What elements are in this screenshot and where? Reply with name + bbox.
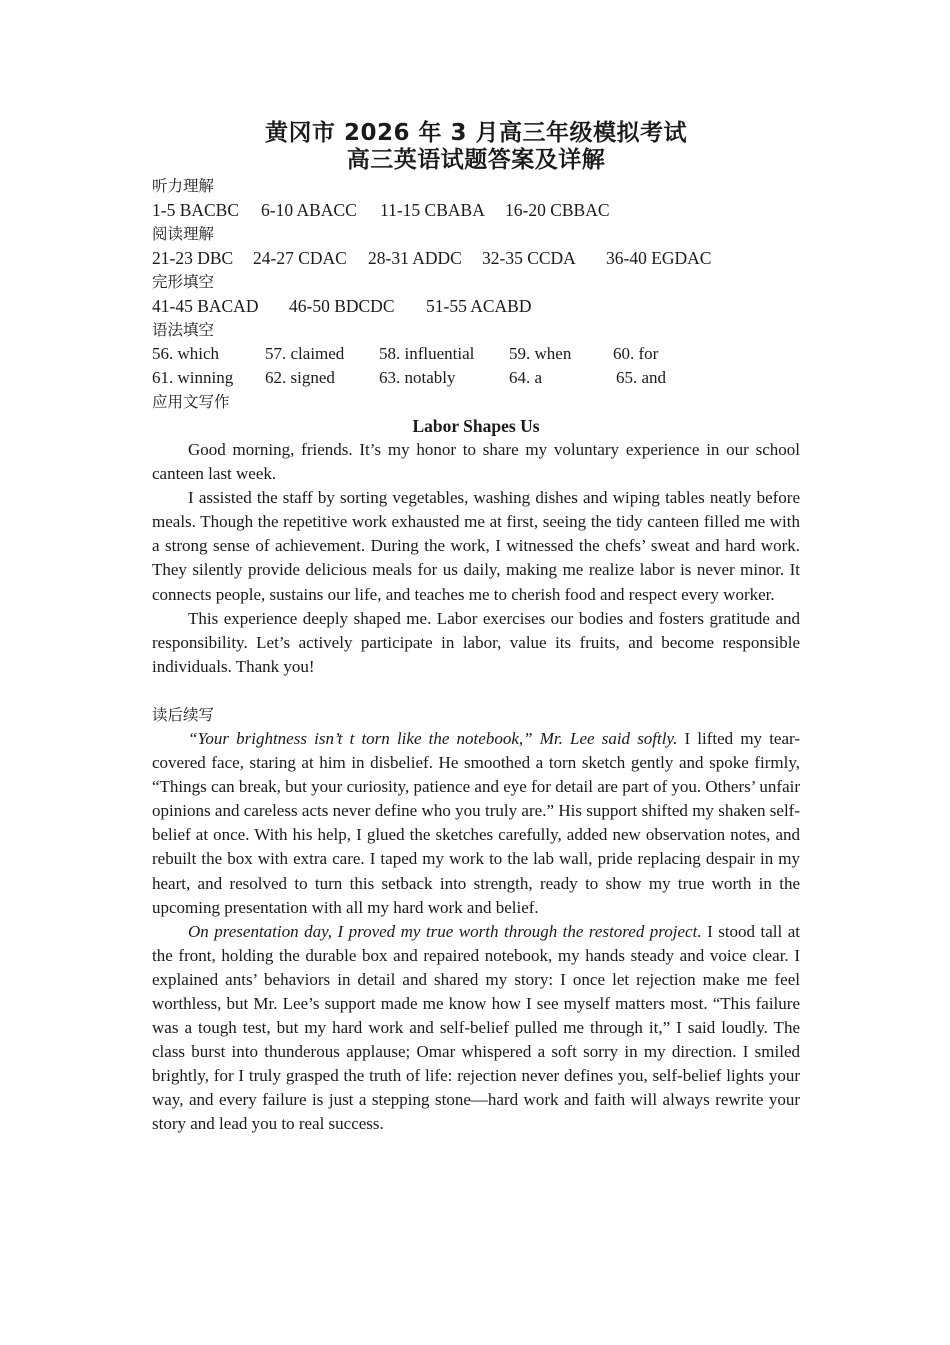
paragraph-body: I stood tall at the front, holding the durable box and repaired notebook, my hands steady and voice clear. I explained ants’ behaviors in detail and shared my story: I once let rejection make me feel worthless, but Mr. Lee’s support made me know how I see myself matters most. “This failure was a tough test, but my hard work and self-belief pulled me through it,” I said loudly. The class burst into thunderous applause; Omar whispered a soft sorry in my direction. I smiled brightly, for I truly grasped the truth of life: rejection never defines you, self-belief lights your way, and every failure is just a stepping stone—hard work and faith will always rewrite your story and lead you to real success. <box>152 921 801 1134</box>
answer-group: 1-5 BACBC <box>152 200 240 220</box>
answer-sheet <box>152 118 800 1137</box>
answer-group: 16-20 CBBAC <box>505 200 610 220</box>
essay-paragraph-1: Good morning, friends. It’s my honor to share my voluntary experience in our school canteen last week. <box>152 440 800 484</box>
answer-group: 21-23 DBC <box>152 248 234 268</box>
paragraph-lead-sentence: On presentation day, I proved my true worth through the restored project. <box>188 921 702 941</box>
section-label-listening: 听力理解 <box>152 177 215 195</box>
answers-cloze <box>152 294 800 318</box>
grammar-answer: 56. which <box>152 344 220 363</box>
essay-paragraph-3: This experience deeply shaped me. Labor exercises our bodies and fosters gratitude and responsibility. Let’s actively participate in labor, value its fruits, and become responsible individuals. Thank you! <box>152 608 800 676</box>
answers-listening <box>152 198 800 222</box>
grammar-answer: 63. notably <box>379 368 456 387</box>
grammar-answer: 57. claimed <box>265 344 345 363</box>
answers-grammar-row-2 <box>152 366 800 390</box>
answer-group: 46-50 BDCDC <box>289 296 395 316</box>
answers-reading <box>152 246 800 270</box>
answer-group: 24-27 CDAC <box>253 248 347 268</box>
essay-paragraph-2: I assisted the staff by sorting vegetables, washing dishes and wiping tables neatly before meals. Though the repetitive work exhausted me at first, seeing the tidy canteen filled me with a strong sense of achievement. During the work, I witnessed the chefs’ sweat and hard work. They silently provide delicious meals for us daily, making me realize labor is never minor. It connects people, sustains our life, and teaches me to cherish food and respect every worker. <box>152 488 800 604</box>
section-label-writing: 应用文写作 <box>152 393 230 411</box>
section-spacer <box>152 679 800 703</box>
section-label-reading: 阅读理解 <box>152 225 215 243</box>
answer-group: 11-15 CBABA <box>380 200 485 220</box>
essay-title: Labor Shapes Us <box>412 416 540 436</box>
grammar-answer: 64. a <box>509 368 543 387</box>
grammar-answer: 62. signed <box>265 368 335 387</box>
answer-group: 36-40 EGDAC <box>606 248 712 268</box>
section-label-cloze: 完形填空 <box>152 273 215 291</box>
answer-group: 32-35 CCDA <box>482 248 576 268</box>
paragraph-lead-sentence: “Your brightness isn’t t torn like the notebook,” Mr. Lee said softly. <box>188 728 678 748</box>
answer-group: 41-45 BACAD <box>152 296 259 316</box>
continuation-paragraph-2 <box>152 920 800 1137</box>
paragraph-body: I lifted my tear-covered face, staring at him in disbelief. He smoothed a torn sketch gently and spoke firmly, “Things can break, but your curiosity, patience and eye for detail are part of you. Others’ unfair opinions and careless acts never define who you truly are.” His support shifted my shaken self-belief at once. With his help, I glued the sketches carefully, added new observation notes, and rebuilt the box with extra care. I taped my work to the lab wall, pride replacing despair in my heart, and resolved to turn this setback into strength, ready to show my true worth in the upcoming presentation with all my hard work and belief. <box>152 728 800 917</box>
answer-group: 51-55 ACABD <box>426 296 532 316</box>
grammar-answer: 60. for <box>613 344 659 363</box>
page-title <box>152 120 800 174</box>
grammar-answer: 65. and <box>616 368 667 387</box>
title-line-1: 黄冈市 2026 年 3 月高三年级模拟考试 <box>264 120 688 146</box>
answer-group: 28-31 ADDC <box>368 248 462 268</box>
continuation-paragraph-1 <box>152 727 800 920</box>
section-label-grammar: 语法填空 <box>152 321 215 339</box>
grammar-answer: 59. when <box>509 344 572 363</box>
grammar-answer: 58. influential <box>379 344 475 363</box>
answer-group: 6-10 ABACC <box>261 200 357 220</box>
answers-grammar-row-1 <box>152 342 800 366</box>
section-label-continuation: 读后续写 <box>152 705 215 724</box>
title-line-2: 高三英语试题答案及详解 <box>346 147 606 173</box>
grammar-answer: 61. winning <box>152 368 234 387</box>
